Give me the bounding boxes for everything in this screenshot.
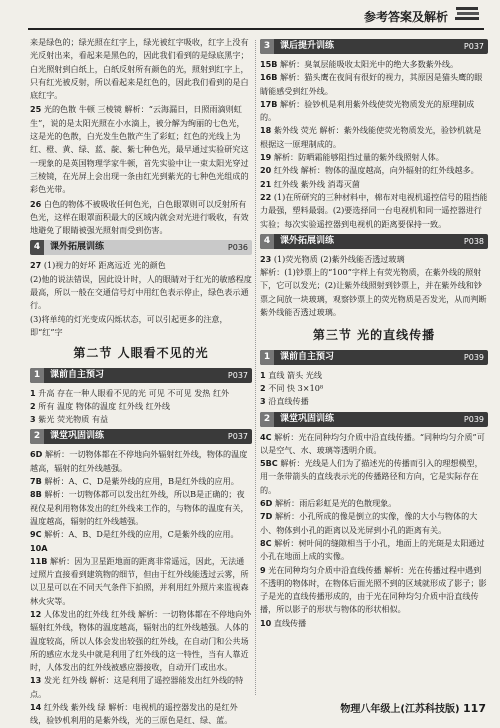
section-bar-improvement: 3 课后提升训练 P037 <box>260 39 488 54</box>
answer-item: 3 紫光 荧光物质 有益 <box>30 414 109 425</box>
answer-item: 21 红外线 紫外线 消毒灭菌 <box>260 178 360 189</box>
answer-item: 13 发光 红外线 解析：这是利用了遥控器能发出红外线的特点。 <box>30 675 244 699</box>
answer-item: 16B 解析：猫头鹰在夜间有很好的视力，其原因是猫头鹰的眼睛能感受到红外线。 <box>260 72 483 96</box>
page-header-title: 参考答案及解析 <box>363 10 448 24</box>
answer-item: 19 解析：防晒霜能够阻挡过量的紫外线照射人体。 <box>260 152 444 163</box>
section-bar-preview: 1 课前自主预习 P037 <box>30 368 252 383</box>
answer-item: 9C 解析：A、B、D是红外线的应用，C是紫外线的应用。 <box>30 529 239 540</box>
answer-item: 2 所有 温度 物体的温度 红外线 红外线 <box>30 400 170 411</box>
left-column <box>30 36 252 728</box>
section-heading: 第二节 人眼看不见的光 <box>73 346 209 361</box>
answer-item: 23 (1)荧光物质 (2)紫外线能否透过玻璃 <box>260 253 405 264</box>
answer-item: 8B 解析：一切物体都可以发出红外线，所以B是正确的；夜视仪是利用物体发出的红外线来工作的，与物体的温度有关，温度越高，辐射的红外线越强。 <box>30 489 249 526</box>
answer-item: 11B 解析：因为卫星距地面的距离非常遥远，因此，无法通过照片直接看到建筑物的细节，但由于红外线能透过云雾，所以卫星可以在不同天气条件下拍照，并利用红外照片来监视森林火灾等。 <box>30 555 249 606</box>
answer-item: 5BC 解析：光线是人们为了描述光的传播而引入的理想模型，用一条带箭头的直线表示光的传播路径和方向，它是实际存在的。 <box>260 458 483 495</box>
answer-item: 3 沿直线传播 <box>260 396 309 407</box>
answer-item: 6D 解析：一切物体都在不停地向外辐射红外线，物体的温度越高，辐射的红外线越强。 <box>30 449 248 473</box>
answer-item: 12 人体发出的红外线 红外线 解析：一切物体都在不停地向外辐射红外线，物体的温度越高，辐射出的红外线越强。人体的温度较高，所以人体会发出较强的红外线，在自动门和公共场所的感应水龙头中就是利用了红外线的这一特性，当有人靠近时，人体发出的红外线被感应器接收，自动开门或出水。 <box>30 608 252 673</box>
answer-item: 6D 解析：雨后彩虹是光的色散现象。 <box>260 498 397 509</box>
answer-item: 1 直线 箭头 光线 <box>260 369 322 380</box>
answer-item: 17B 解析：验钞机是利用紫外线使荧光物质发光的原理制成的。 <box>260 98 475 123</box>
answer-item: 2 不同 快 3×10⁸ <box>260 382 324 393</box>
answer-item: 1 升高 存在一种人眼看不见的光 可见 不可见 发热 红外 <box>30 387 230 398</box>
answer-item: 7D 解析：小孔所成的像是倒立的实像，像的大小与物体的大小、物体到小孔的距离以及光屏到小孔的距离有关。 <box>260 511 478 535</box>
answer-item: 18 紫外线 荧光 解析：紫外线能使荧光物质发光，验钞机就是根据这一原理制成的。 <box>260 125 482 149</box>
section-bar-classwork: 2 课堂巩固训练 P039 <box>260 412 488 427</box>
section-bar-extension: 4 课外拓展训练 P038 <box>260 234 488 249</box>
answer-item: 14 红外线 紫外线 绿 解析：电视机的遥控器发出的是红外线，验钞机利用的是紫外线，光的三原色是红、绿、蓝。 <box>30 702 238 726</box>
column-divider <box>255 40 256 695</box>
answer-item: 25 光的色散 牛顿 三棱镜 解析：“云海漏日，日照雨滴则虹生”，说的是太阳光照在小水滴上，被分解为绚丽的七色光，这是光的色散，白光发生色散产生了彩虹；红色的光线上为红、橙、黄、绿、蓝、靛、紫七种色光，最早通过实验研究这一现象的是英国物理学家牛顿，首先实验中让一束太阳光穿过三棱镜，在光屏上会出现一条由红光到紫光的七种色光组成的彩色光带。 <box>30 104 249 195</box>
answer-item: 27 (1)视力的好坏 距离远近 光的颜色 <box>30 260 166 271</box>
right-column <box>260 36 488 630</box>
answer-item: 15B 解析：臭氧层能吸收太阳光中的绝大多数紫外线。 <box>260 59 459 69</box>
answer-item: 22 (1)在所研究的三种材料中，棉布对电视机遥控信号的阻挡能力最强，塑料最弱。(2)要选择同一台电视机和同一遥控器进行实验；每次实验遥控器到电视机的距离要保持一致。 <box>260 191 488 229</box>
answer-item: 10A <box>30 542 48 553</box>
answer-item: 4C 解析：光在同种均匀介质中沿直线传播。“同种均匀介质”可以是空气、水、玻璃等透明介质。 <box>260 431 485 455</box>
answer-item: 20 红外线 解析：物体的温度越高，向外辐射的红外线越多。 <box>260 165 479 176</box>
answer-item: 解析：(1)钞票上的“100”字样上有荧光物质，在紫外线的照射下，它可以发光；(2)让紫外线照射到钞票上，并在紫外线和钞票之间放一块玻璃，观察钞票上的荧光物质是否发光，从而判断紫外线能否透过玻璃。 <box>260 267 487 318</box>
header-rule <box>28 28 484 30</box>
answer-item: 26 白色的物体不被吸收任何色光，白色眼罩则可以反射所有色光，这样在眼罩面积最大的区域内就会对光进行吸收，有效地避免了眼睛被强光照射而受到伤害。 <box>30 198 249 236</box>
section-heading: 第三节 光的直线传播 <box>312 328 436 343</box>
answer-item: 7B 解析：A、C、D是紫外线的应用，B是红外线的应用。 <box>30 476 239 487</box>
intro-paragraph: 来是绿色的；绿光照在红字上，绿光被红字吸收，红字上没有光反射出来，看起来是黑色的，因此我们看到的是绿底黑字；白光照射到白纸上，白纸反射所有颜色的光，照射到红字上，只有红光被反射，所以看起来是红色的，因此我们看到的是白底红字。 <box>30 37 249 101</box>
answer-item: (2)他的说法错误，因此设计时，人的眼睛对于红光的敏感程度最高，所以一般在交通信号灯中用红色表示停止，绿色表示通行。 <box>30 273 252 311</box>
answer-item: 10 直线传播 <box>260 617 307 628</box>
section-bar-extension: 4 课外拓展训练 P036 <box>30 240 252 255</box>
book-stack-icon <box>454 4 482 24</box>
answer-item: 9 光在同种均匀介质中沿直线传播 解析：光在传播过程中遇到不透明的物体时，在物体后面光照不到的区域就形成了影子；影子是光的直线传播形成的，由于光在同种均匀介质中沿直线传播，所以影子的形状与物体的形状相似。 <box>260 564 487 615</box>
page-number: 117 <box>463 702 486 715</box>
section-bar-classwork: 2 课堂巩固训练 P037 <box>30 429 252 444</box>
answer-item: 8C 解析：树叶间的缝隙相当于小孔，地面上的光斑是太阳通过小孔在地面上成的实像。 <box>260 537 485 562</box>
footer-book-title: 物理八年级上(江苏科技版) <box>340 704 460 715</box>
answer-item: (3)将单纯的灯光变成闪烁状态，可以引起更多的注意，即“红”字 <box>30 313 228 337</box>
page-footer <box>340 700 486 715</box>
section-bar-preview: 1 课前自主预习 P039 <box>260 350 488 365</box>
